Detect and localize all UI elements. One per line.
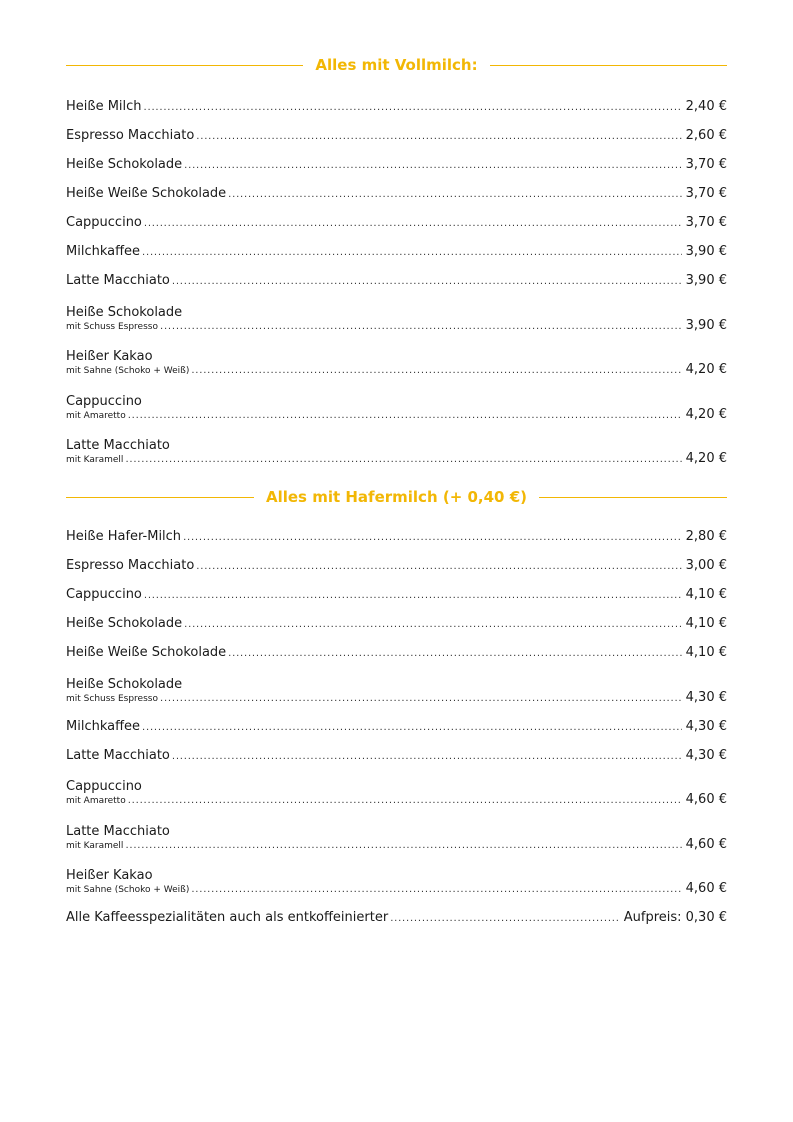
menu-item-description: mit Schuss Espresso xyxy=(66,321,158,332)
header-rule-left xyxy=(66,497,254,498)
menu-item-price: Aufpreis: 0,30 € xyxy=(623,910,727,925)
dot-leader xyxy=(144,218,682,229)
menu-item-description: mit Sahne (Schoko + Weiß) xyxy=(66,366,190,376)
menu-item-left xyxy=(66,394,682,423)
menu-item-price: 3,90 € xyxy=(685,273,727,288)
menu-item-name: Cappuccino xyxy=(66,393,142,409)
menu-item-price: 4,60 € xyxy=(685,792,727,807)
menu-item-left xyxy=(66,587,682,603)
menu-item-line xyxy=(66,454,682,467)
dot-leader xyxy=(160,693,682,704)
menu-item-description: mit Amaretto xyxy=(66,410,126,421)
menu-item-description: mit Karamell xyxy=(66,455,124,465)
menu-item-price: 3,70 € xyxy=(685,215,727,230)
menu-item-line xyxy=(66,645,682,661)
menu-item-left xyxy=(66,349,682,378)
menu-item xyxy=(66,423,727,468)
menu-item xyxy=(66,574,727,603)
menu-item xyxy=(66,603,727,632)
menu-item-price: 2,60 € xyxy=(685,128,727,143)
menu-item-left xyxy=(66,157,682,173)
menu-item-line xyxy=(66,587,682,603)
menu-item-name: Latte Macchiato xyxy=(66,823,170,839)
menu-item-name: Heißer Kakao xyxy=(66,349,153,364)
menu-item-line xyxy=(66,840,682,853)
menu-item-name: Cappuccino xyxy=(66,215,142,230)
menu-item-line xyxy=(66,529,682,545)
dot-leader xyxy=(228,189,681,200)
dot-leader xyxy=(191,884,681,895)
menu-item-name: Alle Kaffeesspezialitäten auch als entkoffeinierter xyxy=(66,910,389,925)
section-title: Alles mit Hafermilch (+ 0,40 €) xyxy=(265,488,528,506)
menu-item-description: mit Sahne (Schoko + Weiß) xyxy=(66,885,190,895)
menu-item-left xyxy=(66,748,682,764)
menu-item xyxy=(66,632,727,661)
menu-item-left xyxy=(66,186,682,202)
dot-leader xyxy=(142,247,682,258)
menu-item-line xyxy=(66,748,682,764)
menu-item-description: mit Amaretto xyxy=(66,796,126,806)
menu-item xyxy=(66,86,727,115)
dot-leader xyxy=(125,840,681,851)
menu-item-line xyxy=(66,410,682,423)
menu-item-name: Cappuccino xyxy=(66,587,142,602)
menu-item-name: Milchkaffee xyxy=(66,244,141,259)
menu-item-name: Heiße Milch xyxy=(66,99,142,114)
dot-leader xyxy=(142,722,682,733)
menu-item-name: Heiße Hafer-Milch xyxy=(66,529,182,544)
dot-leader xyxy=(128,410,682,421)
menu-item-price: 4,10 € xyxy=(685,645,727,660)
menu-item-left xyxy=(66,824,682,853)
dot-leader xyxy=(228,648,681,659)
menu-item xyxy=(66,764,727,809)
header-rule-left xyxy=(66,65,303,66)
menu-item-line xyxy=(66,273,682,289)
menu-item-price: 4,60 € xyxy=(685,836,727,852)
menu-item xyxy=(66,202,727,231)
menu-item-line xyxy=(66,186,682,202)
section-header-hafermilch xyxy=(66,485,727,509)
menu-item-price: 2,40 € xyxy=(685,99,727,114)
menu-item-left xyxy=(66,215,682,231)
dot-leader xyxy=(191,365,681,376)
menu-item xyxy=(66,144,727,173)
menu-item-line xyxy=(66,910,620,926)
menu-item-name: Heißer Kakao xyxy=(66,868,153,883)
menu-item-line xyxy=(66,99,682,115)
menu-item-left xyxy=(66,128,682,144)
menu-item-name: Milchkaffee xyxy=(66,718,141,734)
menu-item-left xyxy=(66,645,682,661)
menu-item-name: Espresso Macchiato xyxy=(66,128,195,143)
menu-item-line xyxy=(66,616,682,632)
menu-item-name: Heiße Schokolade xyxy=(66,304,183,320)
menu-item xyxy=(66,545,727,574)
menu-item-left xyxy=(66,677,682,706)
menu-item-price: 4,30 € xyxy=(685,689,727,705)
menu-item-left xyxy=(66,910,620,926)
menu-item-name: Latte Macchiato xyxy=(66,273,170,288)
dot-leader xyxy=(160,321,682,332)
menu-item-price: 3,00 € xyxy=(685,558,727,573)
header-rule-right xyxy=(490,65,727,66)
menu-item-left xyxy=(66,779,682,808)
menu-item-price: 4,10 € xyxy=(685,616,727,631)
dot-leader xyxy=(196,561,681,572)
menu-item-line xyxy=(66,719,682,735)
menu-item-line xyxy=(66,693,682,706)
menu-item-name: Latte Macchiato xyxy=(66,438,170,453)
menu-item-line xyxy=(66,215,682,231)
menu-item-price: 4,60 € xyxy=(685,881,727,896)
menu-item xyxy=(66,334,727,379)
menu-item-price: 4,20 € xyxy=(685,406,727,422)
menu-list-vollmilch xyxy=(66,86,727,467)
menu-item-line xyxy=(66,244,682,260)
menu-item-left xyxy=(66,719,682,735)
menu-item xyxy=(66,735,727,764)
menu-item-name: Heiße Weiße Schokolade xyxy=(66,645,227,660)
dot-leader xyxy=(390,913,620,924)
menu-item-price: 4,30 € xyxy=(685,718,727,734)
menu-item-line xyxy=(66,365,682,378)
menu-item-description: mit Schuss Espresso xyxy=(66,693,158,704)
menu-item-price: 4,30 € xyxy=(685,747,727,763)
menu-item-left xyxy=(66,99,682,115)
menu-item-name: Heiße Schokolade xyxy=(66,676,183,692)
menu-item xyxy=(66,378,727,423)
menu-item xyxy=(66,661,727,706)
menu-item-line xyxy=(66,128,682,144)
menu-item-name: Espresso Macchiato xyxy=(66,558,195,573)
menu-item-name: Latte Macchiato xyxy=(66,747,170,763)
dot-leader xyxy=(184,160,681,171)
menu-item xyxy=(66,516,727,545)
menu-item-price: 3,70 € xyxy=(685,186,727,201)
menu-item-price: 3,70 € xyxy=(685,157,727,172)
dot-leader xyxy=(128,795,682,806)
menu-item xyxy=(66,808,727,853)
menu-item-left xyxy=(66,868,682,897)
dot-leader xyxy=(172,751,682,762)
menu-item-price: 3,90 € xyxy=(685,244,727,259)
menu-item-name: Heiße Schokolade xyxy=(66,157,183,172)
dot-leader xyxy=(144,102,682,113)
menu-item-left xyxy=(66,529,682,545)
menu-item xyxy=(66,231,727,260)
menu-item-left xyxy=(66,438,682,467)
dot-leader xyxy=(183,532,682,543)
header-rule-right xyxy=(539,497,727,498)
menu-item-left xyxy=(66,244,682,260)
menu-item-price: 4,10 € xyxy=(685,587,727,602)
dot-leader xyxy=(125,454,681,465)
menu-item-name: Heiße Schokolade xyxy=(66,616,183,631)
menu-item-line xyxy=(66,558,682,574)
menu-item xyxy=(66,260,727,289)
section-header-vollmilch xyxy=(66,53,727,77)
menu-item-left xyxy=(66,616,682,632)
menu-item xyxy=(66,115,727,144)
menu-item-price: 2,80 € xyxy=(685,529,727,544)
menu-item xyxy=(66,853,727,898)
menu-item-name: Cappuccino xyxy=(66,779,142,794)
dot-leader xyxy=(144,590,682,601)
menu-item-price: 4,20 € xyxy=(685,451,727,466)
menu-item-left xyxy=(66,273,682,289)
menu-item-line xyxy=(66,795,682,808)
dot-leader xyxy=(184,619,681,630)
menu-item-left xyxy=(66,305,682,334)
menu-item xyxy=(66,173,727,202)
dot-leader xyxy=(172,276,682,287)
dot-leader xyxy=(196,131,681,142)
menu-item-name: Heiße Weiße Schokolade xyxy=(66,186,227,201)
menu-item-description: mit Karamell xyxy=(66,840,124,851)
menu-item xyxy=(66,289,727,334)
menu-item xyxy=(66,897,727,926)
menu-item-price: 4,20 € xyxy=(685,362,727,377)
menu-item-line xyxy=(66,321,682,334)
menu-item xyxy=(66,706,727,735)
menu-item-line xyxy=(66,884,682,897)
menu-item-left xyxy=(66,558,682,574)
menu-list-hafermilch xyxy=(66,516,727,926)
menu-item-price: 3,90 € xyxy=(685,317,727,333)
section-title: Alles mit Vollmilch: xyxy=(315,56,478,74)
menu-item-line xyxy=(66,157,682,173)
